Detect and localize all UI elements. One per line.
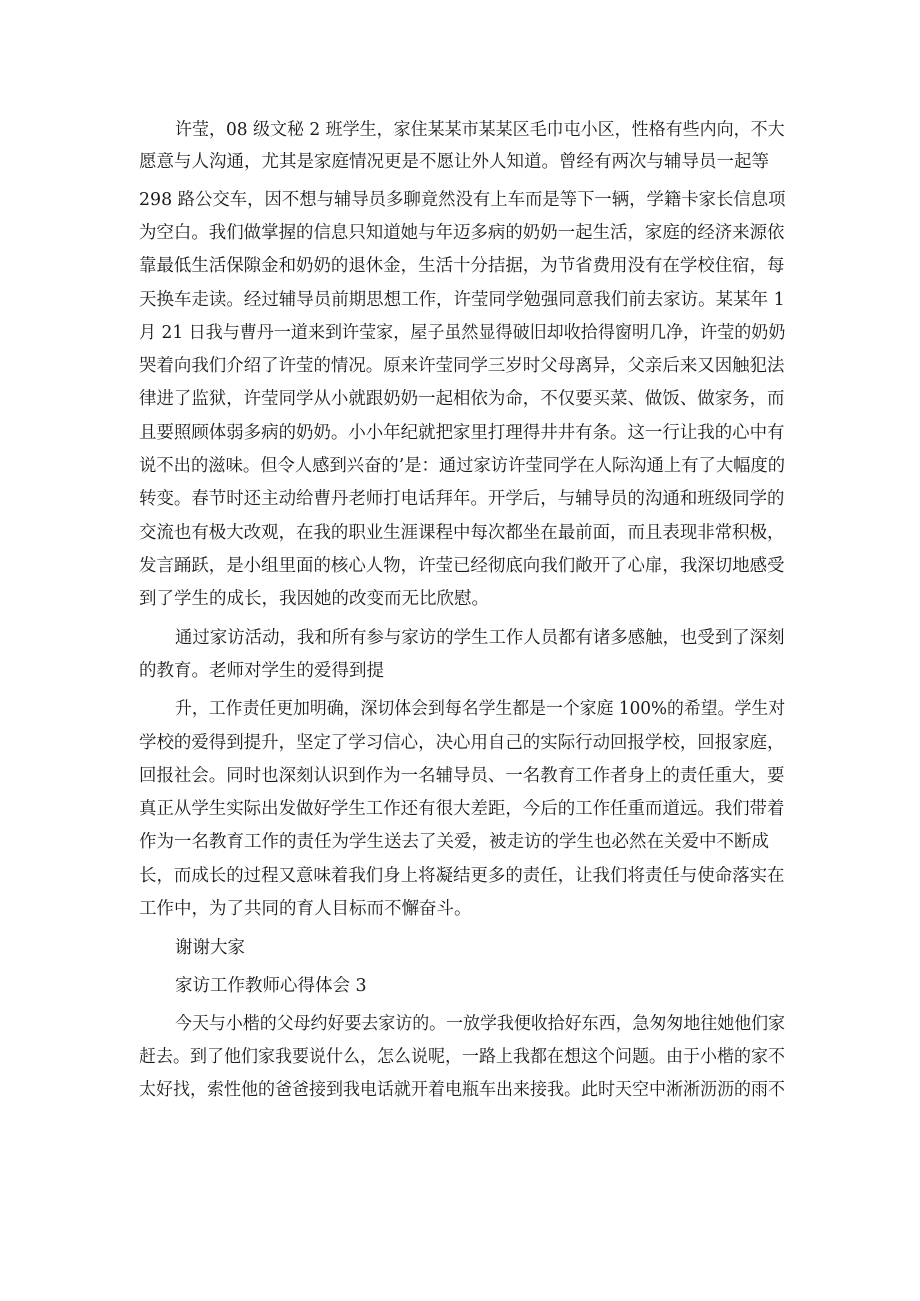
text-line: 今天与小楷的父母约好要去家访的。一放学我便收拾好东西，急匆匆地往她他们家 (175, 1014, 786, 1034)
text-line: 通过家访活动，我和所有参与家访的学生工作人员都有诸多感触，也受到了深刻 (175, 628, 785, 648)
text-line: 月 21 日我与曹丹一道来到许莹家，屋子虽然显得破旧却收拾得窗明几净，许莹的奶奶 (139, 323, 786, 343)
text-line: 升，工作责任更加明确，深切体会到每名学生都是一个家庭 100%的希望。学生对 (175, 699, 786, 719)
text-line: 律进了监狱，许莹同学从小就跟奶奶一起相依为命，不仅要买菜、做饭、做家务，而 (139, 389, 785, 409)
text-line: 说不出的滋味。但令人感到兴奋的’是：通过家访许莹同学在人际沟通上有了大幅度的 (139, 456, 786, 476)
text-line: 且要照顾体弱多病的奶奶。小小年纪就把家里打理得井井有条。这一行让我的心中有 (139, 423, 785, 443)
text-line: 发言踊跃，是小组里面的核心人物，许莹已经彻底向我们敞开了心扉，我深切地感受 (139, 556, 785, 576)
text-line: 工作中，为了共同的育人目标而不懈奋斗。 (139, 899, 472, 919)
text-line: 作为一名教育工作的责任为学生送去了关爱，被走访的学生也必然在关爱中不断成 (139, 832, 769, 852)
text-line: 为空白。我们做掌握的信息只知道她与年迈多病的奶奶一起生活，家庭的经济来源依 (139, 223, 785, 243)
text-line: 转变。春节时还主动给曹丹老师打电话拜年。开学后，与辅导员的沟通和班级同学的 (139, 489, 785, 509)
text-line: 许莹，08 级文秘 2 班学生，家住某某市某某区毛巾屯小区，性格有些内向，不大 (175, 120, 785, 140)
text-line: 回报社会。同时也深刻认识到作为一名辅导员、一名教育工作者身上的责任重大，要 (139, 766, 785, 786)
text-line: 赶去。到了他们家我要说什么，怎么说呢，一路上我都在想这个问题。由于小楷的家不 (139, 1047, 785, 1067)
text-line: 靠最低生活保隙金和奶奶的退休金，生活十分拮据，为节省费用没有在学校住宿，每 (139, 256, 785, 276)
text-line: 到了学生的成长，我因她的改变而无比欣慰。 (139, 589, 489, 609)
text-line: 天换车走读。经过辅导员前期思想工作，许莹同学勉强同意我们前去家访。某某年 1 (139, 290, 785, 310)
text-line: 学校的爱得到提升，坚定了学习信心，决心用自己的实际行动回报学校，回报家庭， (139, 733, 785, 753)
text-line: 长，而成长的过程又意味着我们身上将凝结更多的责任，让我们将责任与使命落实在 (139, 866, 785, 886)
text-line: 真正从学生实际出发做好学生工作还有很大差距，今后的工作任重而道远。我们带着 (139, 799, 785, 819)
text-line: 愿意与人沟通，尤其是家庭情况更是不愿让外人知道。曾经有两次与辅导员一起等 (139, 152, 769, 172)
text-line: 谢谢大家 (175, 938, 245, 958)
text-line: 家访工作教师心得体会 3 (175, 976, 367, 996)
text-line: 298 路公交车，因不想与辅导员多聊竟然没有上车而是等下一辆，学籍卡家长信息项 (139, 190, 786, 210)
text-line: 的教育。老师对学生的爱得到提 (139, 661, 384, 681)
text-line: 交流也有极大改观，在我的职业生涯课程中每次都坐在最前面，而且表现非常积极， (139, 523, 785, 543)
text-line: 太好找，索性他的爸爸接到我电话就开着电瓶车出来接我。此时天空中淅淅沥沥的雨不 (139, 1080, 785, 1100)
text-line: 哭着向我们介绍了许莹的情况。原来许莹同学三岁时父母离异，父亲后来又因触犯法 (139, 356, 785, 376)
